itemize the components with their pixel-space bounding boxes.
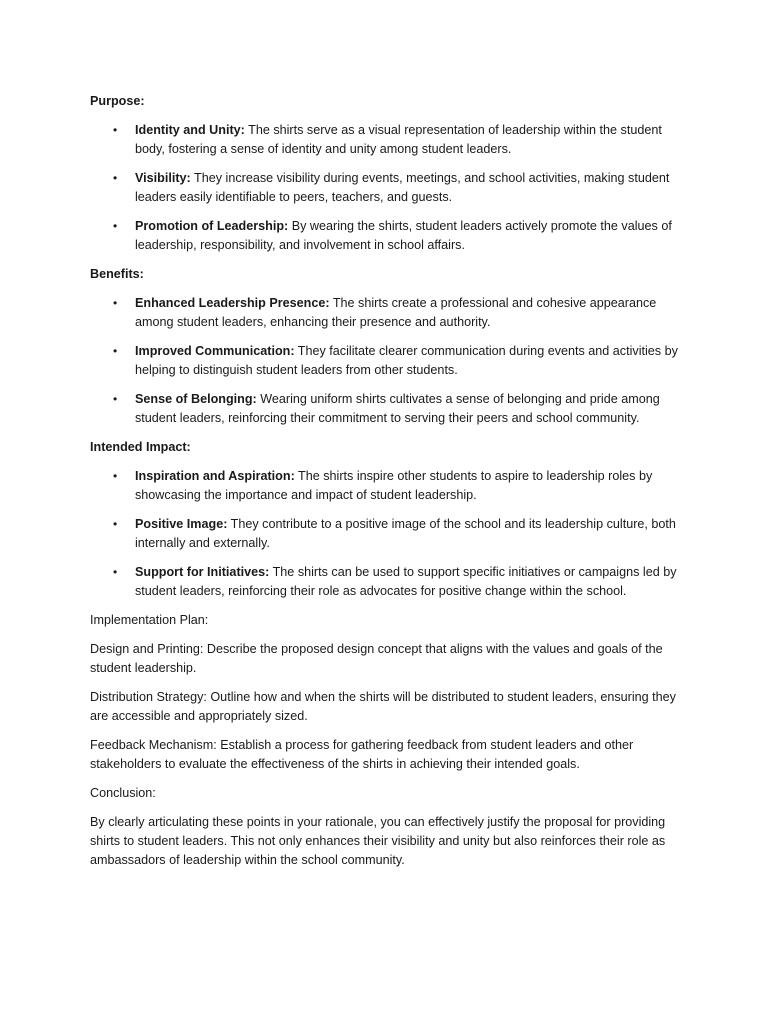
item-text: By wearing the shirts, student leaders actively promote the values of leadership, responsibility, and involvement in school affairs. bbox=[135, 219, 672, 252]
item-term: Enhanced Leadership Presence: bbox=[135, 296, 330, 310]
item-term: Promotion of Leadership: bbox=[135, 219, 289, 233]
bullet-icon: • bbox=[113, 344, 118, 358]
section-heading-intended-impact: Intended Impact: bbox=[90, 440, 191, 454]
benefits-list bbox=[90, 294, 682, 428]
list-item bbox=[90, 121, 682, 159]
item-term: Visibility: bbox=[135, 171, 191, 185]
bullet-icon: • bbox=[113, 123, 118, 137]
list-item bbox=[90, 563, 682, 601]
bullet-icon: • bbox=[113, 296, 118, 310]
item-term: Positive Image: bbox=[135, 517, 228, 531]
item-text: The shirts inspire other students to aspire to leadership roles by showcasing the importance and impact of student leadership. bbox=[135, 469, 653, 502]
bullet-icon: • bbox=[113, 565, 118, 579]
design-printing-paragraph: Design and Printing: Describe the proposed design concept that aligns with the values and goals of the student leadership. bbox=[90, 642, 663, 675]
purpose-list bbox=[90, 121, 682, 255]
item-text: They increase visibility during events, meetings, and school activities, making student leaders easily identifiable to peers, teachers, and guests. bbox=[135, 171, 670, 204]
item-text: The shirts can be used to support specific initiatives or campaigns led by student leaders, reinforcing their role as advocates for positive change within the school. bbox=[135, 565, 677, 598]
conclusion-paragraph: By clearly articulating these points in your rationale, you can effectively justify the proposal for providing shirts to student leaders. This not only enhances their visibility and unity but also reinforces their role as ambassadors of leadership within the school community. bbox=[90, 815, 666, 867]
document-page bbox=[90, 92, 682, 880]
item-text: They facilitate clearer communication during events and activities by helping to distinguish student leaders from other students. bbox=[135, 344, 678, 377]
item-term: Sense of Belonging: bbox=[135, 392, 257, 406]
item-term: Support for Initiatives: bbox=[135, 565, 270, 579]
list-item bbox=[90, 294, 682, 332]
implementation-heading: Implementation Plan: bbox=[90, 613, 209, 627]
feedback-mechanism-paragraph: Feedback Mechanism: Establish a process for gathering feedback from student leaders and other stakeholders to evaluate the effectiveness of the shirts in achieving their intended goals. bbox=[90, 738, 634, 771]
bullet-icon: • bbox=[113, 469, 118, 483]
item-term: Improved Communication: bbox=[135, 344, 295, 358]
bullet-icon: • bbox=[113, 171, 118, 185]
impact-list bbox=[90, 467, 682, 601]
bullet-icon: • bbox=[113, 392, 118, 406]
item-text: The shirts create a professional and cohesive appearance among student leaders, enhancing their presence and authority. bbox=[135, 296, 657, 329]
list-item bbox=[90, 342, 682, 380]
item-term: Inspiration and Aspiration: bbox=[135, 469, 295, 483]
section-heading-purpose: Purpose: bbox=[90, 94, 145, 108]
section-heading-benefits: Benefits: bbox=[90, 267, 144, 281]
list-item bbox=[90, 467, 682, 505]
item-text: They contribute to a positive image of the school and its leadership culture, both internally and externally. bbox=[135, 517, 676, 550]
item-term: Identity and Unity: bbox=[135, 123, 245, 137]
distribution-strategy-paragraph: Distribution Strategy: Outline how and when the shirts will be distributed to student leaders, ensuring they are accessible and appropriately sized. bbox=[90, 690, 676, 723]
item-text: Wearing uniform shirts cultivates a sense of belonging and pride among student leaders, reinforcing their commitment to serving their peers and school community. bbox=[135, 392, 660, 425]
item-text: The shirts serve as a visual representation of leadership within the student body, fostering a sense of identity and unity among student leaders. bbox=[135, 123, 662, 156]
list-item bbox=[90, 515, 682, 553]
bullet-icon: • bbox=[113, 219, 118, 233]
conclusion-heading: Conclusion: bbox=[90, 786, 156, 800]
list-item bbox=[90, 217, 682, 255]
list-item bbox=[90, 390, 682, 428]
list-item bbox=[90, 169, 682, 207]
bullet-icon: • bbox=[113, 517, 118, 531]
